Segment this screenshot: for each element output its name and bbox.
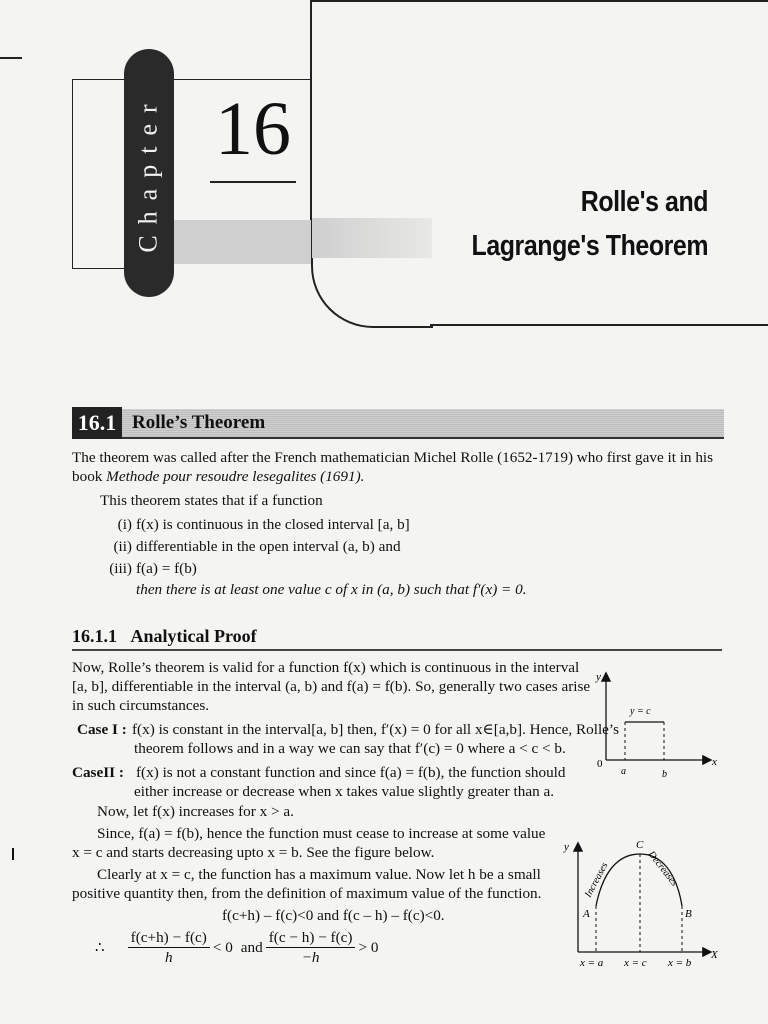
frame-bottom-rule [430, 324, 768, 326]
intro-book-prefix: book [72, 468, 107, 485]
case2-line-1: f(x) is not a constant function and since f(a) = f(b), the function should [136, 764, 566, 781]
chapter-label: Chapter [134, 93, 163, 253]
fraction-2-denominator: −h [301, 949, 320, 966]
condition-2-text: differentiable in the open interval (a, b) and [136, 538, 401, 555]
fig2-y-label: y [564, 841, 569, 853]
relation-1: < 0 [212, 939, 233, 956]
margin-mark [12, 848, 14, 860]
increases-label: Increases [582, 860, 611, 900]
proof-p4-line-2: positive quantity then, from the definition of maximum value of the function. [72, 885, 542, 902]
chapter-box-top [72, 79, 312, 80]
case2-line-2: either increase or decrease when x takes value slightly greater than a. [134, 783, 554, 800]
proof-p2: Now, let f(x) increases for x > a. [97, 803, 294, 820]
proof-line-1: Now, Rolle’s theorem is valid for a function f(x) which is continuous in the interval [72, 659, 580, 676]
condition-2-num: (ii) [113, 538, 132, 555]
fig2-xa-label: x = a [580, 957, 604, 969]
intro-line-1: The theorem was called after the French mathematician Michel Rolle (1652-1719) who first gave it in his [72, 449, 714, 466]
chapter-number-rule [210, 181, 296, 183]
fig1-curve-label: y = c [630, 706, 651, 717]
fig2-x-label: X [711, 949, 718, 961]
chapter-title-line2: Lagrange's Theorem [471, 230, 708, 262]
header-gray-band [170, 220, 311, 264]
inequality-line: f(c+h) – f(c)<0 and f(c – h) – f(c)<0. [222, 907, 445, 924]
intro-book-title: Methode pour resoudre lesegalites (1691). [106, 468, 365, 485]
fig2-b-point: B [685, 908, 692, 920]
section-number: 16.1 [72, 407, 122, 439]
section-title: Rolle’s Theorem [132, 412, 266, 433]
frame-top-rule [312, 0, 768, 2]
case1-line-1: f(x) is constant in the interval[a, b] then, f′(x) = 0 for all x∈[a,b]. Hence, Rolle’s [132, 721, 620, 738]
figure-constant-function [592, 664, 722, 782]
proof-line-3: in such circumstances. [72, 697, 210, 714]
chapter-title-line1: Rolle's and [580, 186, 708, 218]
header-gray-band-fade [312, 218, 432, 258]
subsection-title [72, 624, 257, 648]
chapter-number: 16 [215, 87, 291, 171]
intro-line-2 [72, 467, 364, 486]
condition-3-text: f(a) = f(b) [136, 560, 197, 577]
fraction-1 [128, 928, 210, 967]
condition-1-num: (i) [117, 516, 132, 533]
chapter-box-bottom [72, 268, 127, 269]
case2-label: CaseII : [72, 764, 124, 781]
figure-rolle-maximum [560, 836, 726, 970]
chapter-tab [124, 49, 174, 297]
decreases-label: Decreases [645, 849, 680, 889]
relation-2: > 0 [358, 939, 379, 956]
fig2-xb-label: x = b [668, 957, 692, 969]
chapter-title [471, 180, 708, 268]
margin-rule [0, 57, 22, 59]
fig1-b-label: b [662, 769, 667, 780]
proof-line-2: [a, b], differentiable in the interval (a, b) and f(a) = f(b). So, generally two cases arise [72, 678, 591, 695]
subsection-rule [72, 649, 722, 651]
fraction-2 [266, 928, 356, 967]
fraction-2-numerator: f(c − h) − f(c) [266, 928, 356, 948]
fig2-a-point: A [583, 908, 590, 920]
fig1-x-label: x [712, 756, 717, 768]
chapter-box-left [72, 79, 73, 269]
fig2-xc-label: x = c [624, 957, 647, 969]
condition-1-text: f(x) is continuous in the closed interval [a, b] [136, 516, 410, 533]
fraction-1-numerator: f(c+h) − f(c) [128, 928, 210, 948]
fraction-inequality [95, 928, 378, 967]
condition-3-num: (iii) [109, 560, 132, 577]
case1-label: Case I : [77, 721, 127, 738]
theorem-statement: This theorem states that if a function [100, 492, 323, 509]
fig1-y-label: y [596, 671, 601, 683]
proof-p4-line-1: Clearly at x = c, the function has a maximum value. Now let h be a small [97, 866, 541, 883]
therefore-symbol: ∴ [95, 939, 105, 956]
proof-p3-line-1: Since, f(a) = f(b), hence the function must cease to increase at some value [97, 825, 546, 842]
and-word: and [240, 939, 263, 956]
fraction-1-denominator: h [164, 949, 173, 966]
proof-p3-line-2: x = c and starts decreasing upto x = b. See the figure below. [72, 844, 435, 861]
theorem-conclusion: then there is at least one value c of x in (a, b) such that f′(x) = 0. [136, 581, 527, 598]
subsection-name: Analytical Proof [130, 626, 257, 646]
fig2-c-label: C [636, 839, 644, 851]
case1-line-2: theorem follows and in a way we can say that f′(c) = 0 where a < c < b. [134, 740, 566, 757]
fig1-origin-label: 0 [597, 758, 603, 770]
fig1-a-label: a [621, 766, 626, 777]
subsection-number: 16.1.1 [72, 626, 117, 646]
